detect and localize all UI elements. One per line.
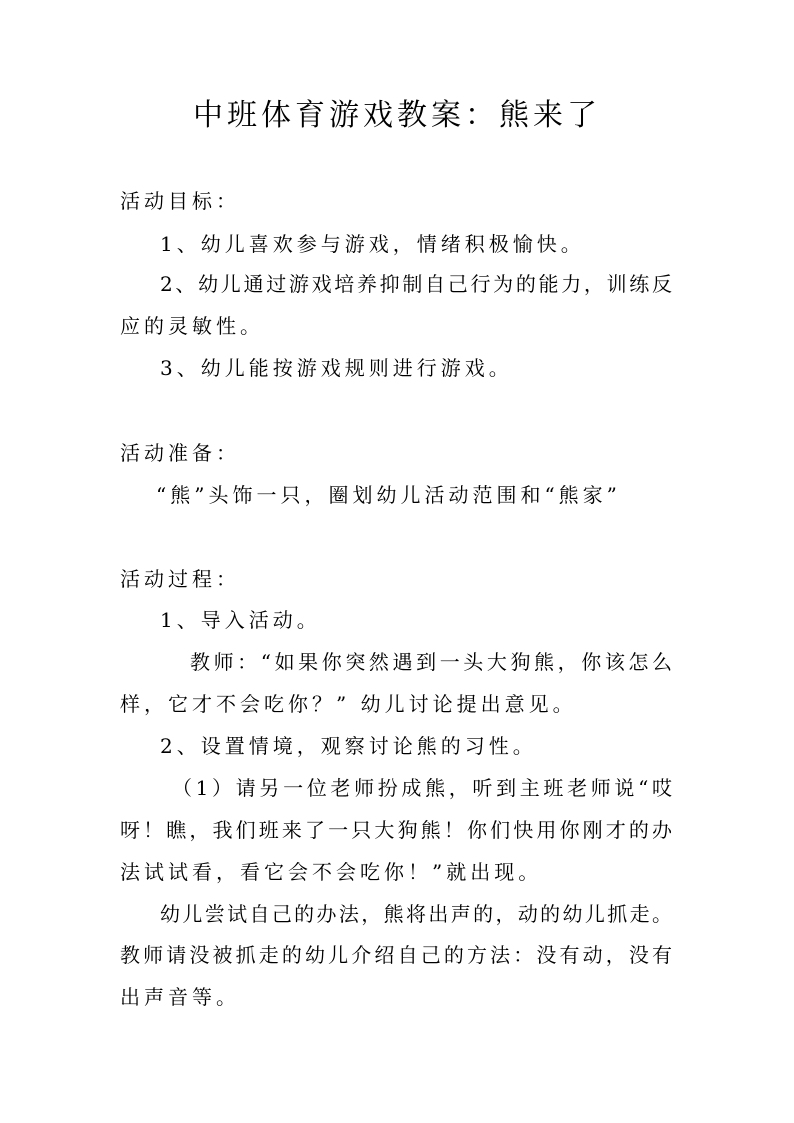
step-2-paragraph-2-line-3: 出声音等。 [120,985,240,1009]
step-2-paragraph-1-line-3: 法试试看，看它会不会吃你！”就出现。 [120,860,543,884]
goal-item-2-line-2: 应的灵敏性。 [120,314,264,338]
step-2-paragraph-1-line-2: 呀！瞧，我们班来了一只大狗熊！你们快用你刚才的办 [120,818,672,842]
goal-item-3: 3、幼儿能按游戏规则进行游戏。 [160,356,513,380]
preparation-heading: 活动准备： [120,441,240,465]
process-heading: 活动过程： [120,567,240,591]
goal-item-2-line-1: 2、幼儿通过游戏培养抑制自己行为的能力，训练反 [160,272,672,296]
preparation-content: “熊”头饰一只，圈划幼儿活动范围和“熊家” [156,483,621,507]
goals-heading: 活动目标： [120,189,240,213]
step-2-paragraph-2-line-1: 幼儿尝试自己的办法，熊将出声的，动的幼儿抓走。 [160,902,672,926]
step-2-paragraph-1-line-1: （1）请另一位老师扮成熊，听到主班老师说“哎 [172,776,672,800]
document-title: 中班体育游戏教案：熊来了 [193,98,601,133]
step-1-paragraph-line-2: 样，它才不会吃你？” 幼儿讨论提出意见。 [120,692,577,716]
process-step-1: 1、导入活动。 [160,608,321,632]
goal-item-1: 1、幼儿喜欢参与游戏，情绪积极愉快。 [160,232,585,256]
step-2-paragraph-2-line-2: 教师请没被抓走的幼儿介绍自己的方法：没有动，没有 [120,943,672,967]
process-step-2: 2、设置情境，观察讨论熊的习性。 [160,734,537,758]
step-1-paragraph-line-1: 教师：“如果你突然遇到一头大狗熊，你该怎么 [190,650,672,674]
